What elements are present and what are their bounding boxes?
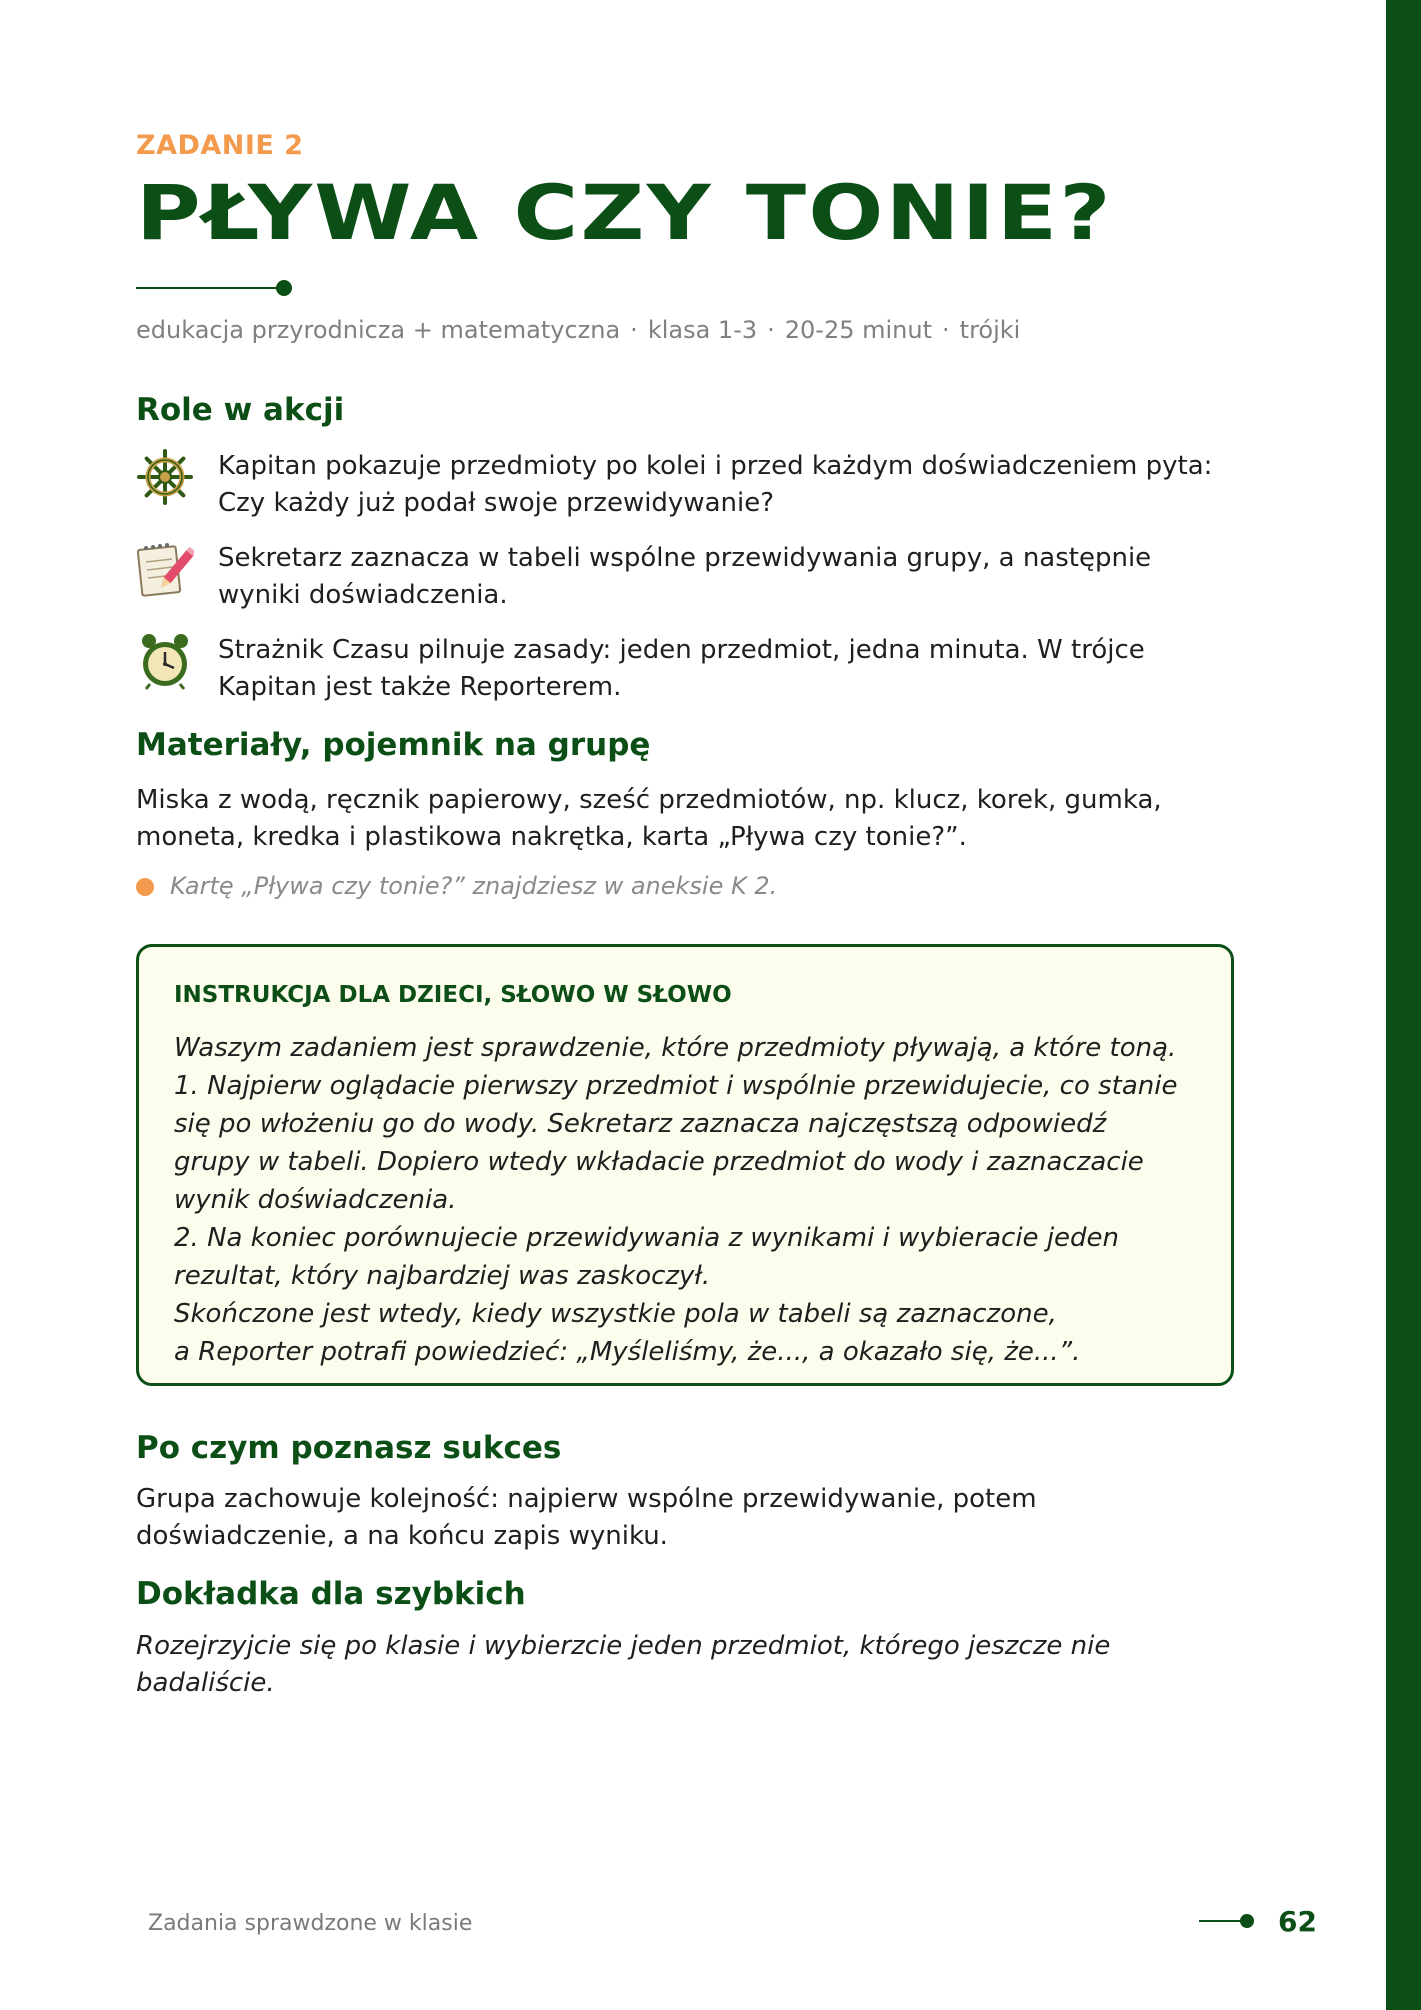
page-title: PŁYWA CZY TONIE?: [136, 168, 1113, 257]
instruction-box: [136, 944, 1234, 1386]
meta-group-size: trójki: [959, 316, 1021, 344]
materials-note-text: Kartę „Pływa czy tonie?” znajdziesz w aneksie K 2.: [170, 872, 778, 900]
ship-wheel-icon: [136, 448, 194, 506]
success-line: Grupa zachowuje kolejność: najpierw wspólne przewidywanie, potem: [136, 1484, 1037, 1514]
title-underline-dot: [276, 280, 292, 296]
extra-line: badaliście.: [136, 1668, 275, 1698]
task-meta: [136, 316, 1020, 344]
meta-grade: klasa 1-3: [647, 316, 758, 344]
meta-duration: 20-25 minut: [784, 316, 933, 344]
alarm-clock-icon: [136, 632, 194, 690]
meta-subject: edukacja przyrodnicza + matematyczna: [136, 316, 621, 344]
role-line: Strażnik Czasu pilnuje zasady: jeden przedmiot, jedna minuta. W trójce: [218, 635, 1145, 665]
footer-section-title: Zadania sprawdzone w klasie: [148, 1911, 473, 1936]
orange-bullet-icon: [136, 878, 154, 896]
instruction-line: rezultat, który najbardziej was zaskoczył.: [174, 1261, 711, 1291]
notepad-pencil-icon: [136, 540, 194, 598]
instruction-line: Waszym zadaniem jest sprawdzenie, które przedmioty pływają, a które toną.: [174, 1033, 1177, 1063]
extra-heading: Dokładka dla szybkich: [136, 1576, 526, 1612]
page-number: 62: [1278, 1905, 1317, 1938]
extra-text: [136, 1628, 1236, 1702]
title-underline: [136, 287, 282, 289]
role-line: Kapitan pokazuje przedmioty po kolei i przed każdym doświadczeniem pyta:: [218, 451, 1213, 481]
materials-note: [136, 872, 777, 900]
instruction-line: Skończone jest wtedy, kiedy wszystkie pola w tabeli są zaznaczone,: [174, 1299, 1057, 1329]
instruction-line: grupy w tabeli. Dopiero wtedy wkładacie przedmiot do wody i zaznaczacie: [174, 1147, 1144, 1177]
footer-dot: [1240, 1914, 1254, 1928]
success-heading: Po czym poznasz sukces: [136, 1430, 562, 1466]
role-line: Sekretarz zaznacza w tabeli wspólne przewidywania grupy, a następnie: [218, 543, 1152, 573]
instruction-title: INSTRUKCJA DLA DZIECI, SŁOWO W SŁOWO: [174, 982, 732, 1008]
role-line: Kapitan jest także Reporterem.: [218, 672, 622, 702]
role-captain-text: [218, 448, 1238, 522]
meta-separator: ·: [630, 316, 638, 344]
instruction-line: a Reporter potrafi powiedzieć: „Myśleliśmy, że..., a okazało się, że...”.: [174, 1337, 1081, 1367]
instruction-line: się po włożeniu go do wody. Sekretarz zaznacza najczęstszą odpowiedź: [174, 1109, 1107, 1139]
task-kicker: ZADANIE 2: [136, 130, 304, 161]
success-text: [136, 1481, 1236, 1555]
role-secretary-text: [218, 540, 1238, 614]
materials-line: moneta, kredka i plastikowa nakrętka, karta „Pływa czy tonie?”.: [136, 822, 967, 852]
instruction-line: 2. Na koniec porównujecie przewidywania z wynikami i wybieracie jeden: [174, 1223, 1120, 1253]
role-line: Czy każdy już podał swoje przewidywanie?: [218, 488, 775, 518]
instruction-line: wynik doświadczenia.: [174, 1185, 457, 1215]
instruction-body: [174, 1029, 1204, 1371]
materials-heading: Materiały, pojemnik na grupę: [136, 727, 651, 763]
role-timekeeper-text: [218, 632, 1238, 706]
instruction-line: 1. Najpierw oglądacie pierwszy przedmiot i wspólnie przewidujecie, co stanie: [174, 1071, 1178, 1101]
role-line: wyniki doświadczenia.: [218, 580, 508, 610]
meta-separator: ·: [942, 316, 950, 344]
meta-separator: ·: [767, 316, 775, 344]
success-line: doświadczenie, a na końcu zapis wyniku.: [136, 1521, 668, 1551]
materials-line: Miska z wodą, ręcznik papierowy, sześć przedmiotów, np. klucz, korek, gumka,: [136, 785, 1162, 815]
extra-line: Rozejrzyjcie się po klasie i wybierzcie jeden przedmiot, którego jeszcze nie: [136, 1631, 1111, 1661]
roles-heading: Role w akcji: [136, 392, 345, 428]
side-accent-bar: [1386, 0, 1421, 2010]
materials-text: [136, 782, 1236, 856]
